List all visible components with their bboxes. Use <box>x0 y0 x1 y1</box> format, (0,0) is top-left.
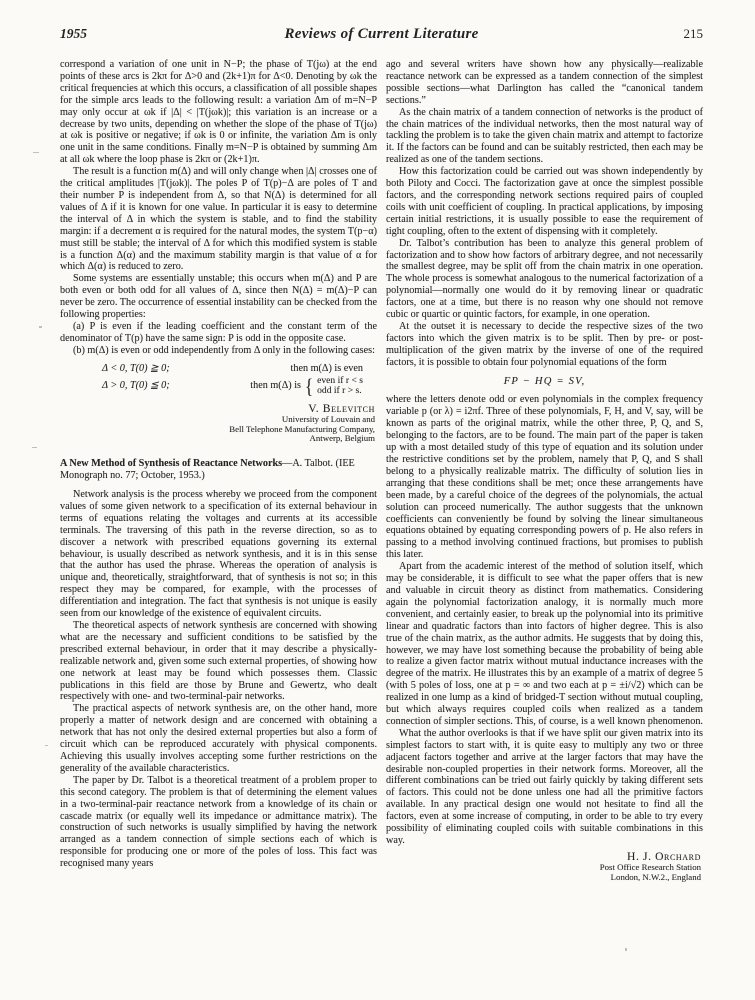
condition-row <box>102 362 363 376</box>
review-author-reference: —A. Talbot. (IEE Monograph no. 77; October, 1953.) <box>60 458 355 482</box>
scan-artifact <box>625 948 627 951</box>
reviewer-affiliation: Bell Telephone Manufacturing Company, <box>229 423 375 434</box>
scan-artifact <box>39 326 42 328</box>
reviewer-affiliation: Antwerp, Belgium <box>309 433 375 444</box>
reviewer-affiliation: Post Office Research Station <box>599 861 701 872</box>
paragraph: The result is a function m(Δ) and will only change when |Δ| crosses one of the critical amplitudes |T(jωk)|. The poles P of T(p)−Δ are poles of T and their number P is independent from Δ, so that N(Δ) is determined for all values of Δ if it is known for one value. In particular it is easy to determine the interval of Δ in which the system is stable, and to find the stability margin: if a decrement α is required for the natural modes, the system T(p−α) must still be stable; the interval of Δ for which this modified system is stable is a function Δ(α) and the maximum stability margin is that value of α for which Δ(α) is reduced to zero. <box>60 166 377 273</box>
paragraph: ago and several writers have shown how any physically—realizable reactance network can be expressed as a tandem connection of the simplest possible sections—what Darlington has called the “canonical tandem sections.” <box>386 59 703 106</box>
paragraph: correspond a variation of one unit in N−P; the phase of T(jω) at the end points of these arcs is 2kπ for Δ>0 and (2k+1)π for Δ<0. Denoting by ωk the critical frequencies at which this occurs, a classification of all possible shapes for the simple arcs leads to the following result: a variation Δm of m=N−P may only occur at ωk if |Δ| < |T(jωk)|; this variation is an increase or a decrease by two units, depending on whether the slope of the phase of T(jω) at ωk is positive or negative; if ωk is 0 or infinite, the variation Δm is only one unit in the same conditions. Finally m=N−P is obtained by summing Δm at all ωk where the loop phase is 2kπ or (2k+1)π. <box>60 59 377 166</box>
scan-artifact <box>45 745 48 746</box>
condition-result <box>250 373 363 398</box>
condition-expression: Δ > 0, T(0) ≦ 0; <box>102 380 170 392</box>
scan-artifact <box>32 447 37 448</box>
paragraph: How this factorization could be carried out was shown independently by both Piloty and Cocci. The factorization gave at once the simplest possible factors, and the corresponding network sections required pairs of coupled coils with unit coefficient of coupling. In practical applications, by imposing certain initial restrictions, it is usually possible to ease the requirement of tight coupling, often to the extent of dispensing with it completely. <box>386 166 703 237</box>
property-item-b: (b) m(Δ) is even or odd independently from Δ only in the following cases: <box>73 344 375 356</box>
paragraph: What the author overlooks is that if we have split our given matrix into its simplest factors to start with, it is quite easy to multiply any two or three adjacent factors together and arrive at the larger factors that may have the desirable non-coupled properties in their network forms. Moreover, all the different combinations can be tried out fairly quickly by taking different sets of factors. This could not be done unless one had all the primitive factors available. In any practical design one would not hesitate to find all the factors, even at some increase of computing, in order to be able to try every possibility of eliminating coupled coils with suitable combinations in this way. <box>386 727 703 846</box>
left-column <box>60 59 377 892</box>
header-journal-title: Reviews of Current Literature <box>284 26 479 42</box>
paragraph: The practical aspects of network synthesis are, on the other hand, more properly a matter of network design and are concerned with obtaining a network that has not only the desired external properties but also a form of circuit which can be reproduced accurately with physical components. Achieving this usually involves accepting some further restrictions on the generality of the available characteristics. <box>60 703 377 774</box>
page-header <box>60 26 703 43</box>
reviewer-name: H. J. Orchard <box>627 849 701 863</box>
reviewer-affiliation: London, N.W.2., England <box>610 871 701 882</box>
condition-result-prefix: then m(Δ) is <box>250 380 301 392</box>
right-column <box>386 59 703 892</box>
condition-cases <box>317 376 363 397</box>
paragraph: where the letters denote odd or even polynomials in the complex frequency variable p (or λ) = i2πf. Three of these polynomials, F, H, and V, say, will be known as parts of the original matrix, while the other three, P, Q, and S, belonging to the factors, are to be found. The main part of the paper is taken up with a most detailed study of this type of equation and its solution under the restrictive conditions set by the problem, namely that P, Q, and S shall belong to a physically realizable matrix. The difficulty of solution lies in arranging that these conditions shall be met; once these arrangements have been made, by a careful choice of the degrees of the polynomials, the actual solution can proceed numerically. The author suggests that the unknown coefficients can conveniently be found by solving the linear simultaneous equations obtained by equating corresponding powers of p. He also refers in passing to a method involving continued fractions, but promises to publish this later. <box>386 394 703 561</box>
condition-expression: Δ < 0, T(0) ≧ 0; <box>102 362 170 374</box>
condition-case-odd: odd if r > s. <box>317 385 362 397</box>
reviewer-affiliation: University of Louvain and <box>281 413 375 424</box>
paragraph: The paper by Dr. Talbot is a theoretical treatment of a problem proper to this second category. The problem is that of determining the element values in a two-terminal-pair reactance network from a knowledge of its chain or cascade matrix (or equally well its impedance or admittance matrix). The construction of such networks is usually simplified by having the network arranged as a tandem connection of simple sections each of which is responsible for producing one or more of the poles of loss. This fact was recognised many years <box>60 774 377 870</box>
condition-row <box>102 373 363 398</box>
scan-artifact <box>33 152 39 153</box>
header-year: 1955 <box>60 26 87 41</box>
condition-result: then m(Δ) is even <box>290 362 363 374</box>
paragraph: As the chain matrix of a tandem connection of networks is the product of the chain matrices of the individual networks, then the most natural way of tackling the problem is to take the given chain matrix and attempt to factorize it. If the factors can be found and can be suitably restricted, then each may be realized as one of the tandem sections. <box>386 106 703 166</box>
paragraph: The theoretical aspects of network synthesis are concerned with showing what are the necessary and sufficient conditions to be satisfied by the prescribed external behaviour, in order that it may describe a physically-realizable network and, given some such external properties, of showing how one network at least may be found which possesses them. Classic publications in this field are those by Brune and Gewertz, who dealt respectively with one- and two-terminal-pair networks. <box>60 620 377 703</box>
header-page-number: 215 <box>683 26 703 41</box>
property-item-a: (a) P is even if the leading coefficient and the constant term of the denominator of T(p) have the same sign: P is odd in the opposite case. <box>60 320 377 344</box>
paragraph: At the outset it is necessary to decide the respective sizes of the two factors into which the given matrix is to be split. Then by pre- or post-multiplication of the given matrix by the inverse of one of the required factors, it is possible to obtain four polynomial equations of the form <box>386 320 703 368</box>
reviewer-name: V. Belevitch <box>308 401 375 415</box>
two-column-body <box>60 59 703 892</box>
paragraph: Apart from the academic interest of the method of solution itself, which may be considerable, it is difficult to see what the paper offers that is new and valuable in circuit theory as distinct from mathematics. Considering again the polynomial factorization analogy, it is normally much more convenient, and certainly easier, to break up the polynomial into its primitive linear and quadratic factors than into factors of higher degree. This is also true of the chain matrix, as the author admits. He suggests that by doing this, however, we may have lost something because the probability of being able to realize a given factor matrix without mutual inductance increases with the degree of the matrix. He illustrates this by an example of a matrix of degree 5 (with 5 poles of loss, one at p = ∞ and two each at p = ±i/√2) which can be realized in one lump as a kind of bridged-T section without mutual coupling, but which always requires coupled coils when realized as a tandem connection of simpler sections. This, of course, is a well known phenomenon. <box>386 561 703 727</box>
brace-glyph: { <box>305 373 314 398</box>
reviewer-signature-belevitch <box>60 402 375 444</box>
reviewer-signature-orchard <box>386 850 701 883</box>
review-title: A New Method of Synthesis of Reactance Networks <box>60 458 283 470</box>
displayed-equation: FP − HQ = SV, <box>503 375 586 387</box>
paragraph: Network analysis is the process whereby we proceed from the component values of some given network to a specification of its external behaviour in terms of equations relating the voltages and currents at its accessible terminals. The traversing of this path in the reverse direction, so as to discover a network with prescribed equations governing its external behaviour, is usually described as network synthesis, and it is in this sense that the author has used the phrase. Whereas the operation of analysis is unique and, theoretically, straightforward, that of synthesis is not so; in this respect they may be compared, for example, with the processes of differentiation and integration. The fact that synthesis is not unique is easily seen from our knowledge of the existence of equivalent circuits. <box>60 489 377 620</box>
conditions-math-block <box>60 362 377 397</box>
condition-case-even: even if r < s <box>317 374 363 386</box>
paragraph: Some systems are essentially unstable; this occurs when m(Δ) and P are both even or both odd for all values of Δ, since then N(Δ) = m(Δ)−P can never be zero. The occurrence of essential instability can be checked from the following properties: <box>60 273 377 321</box>
review-article-heading <box>60 458 377 482</box>
paragraph: Dr. Talbot’s contribution has been to analyze this general problem of factorization and to show how factors of arbitrary degree, and not necessarily the smallest degree, may be split off from the chain matrix in one operation. The whole process is somewhat analogous to the numerical factorization of a polynomial—normally one would do it by removing linear or quadratic factors, one at a time, but there is no reason why one should not remove cubic or quartic or quintic factors, for example, in one operation. <box>386 237 703 321</box>
